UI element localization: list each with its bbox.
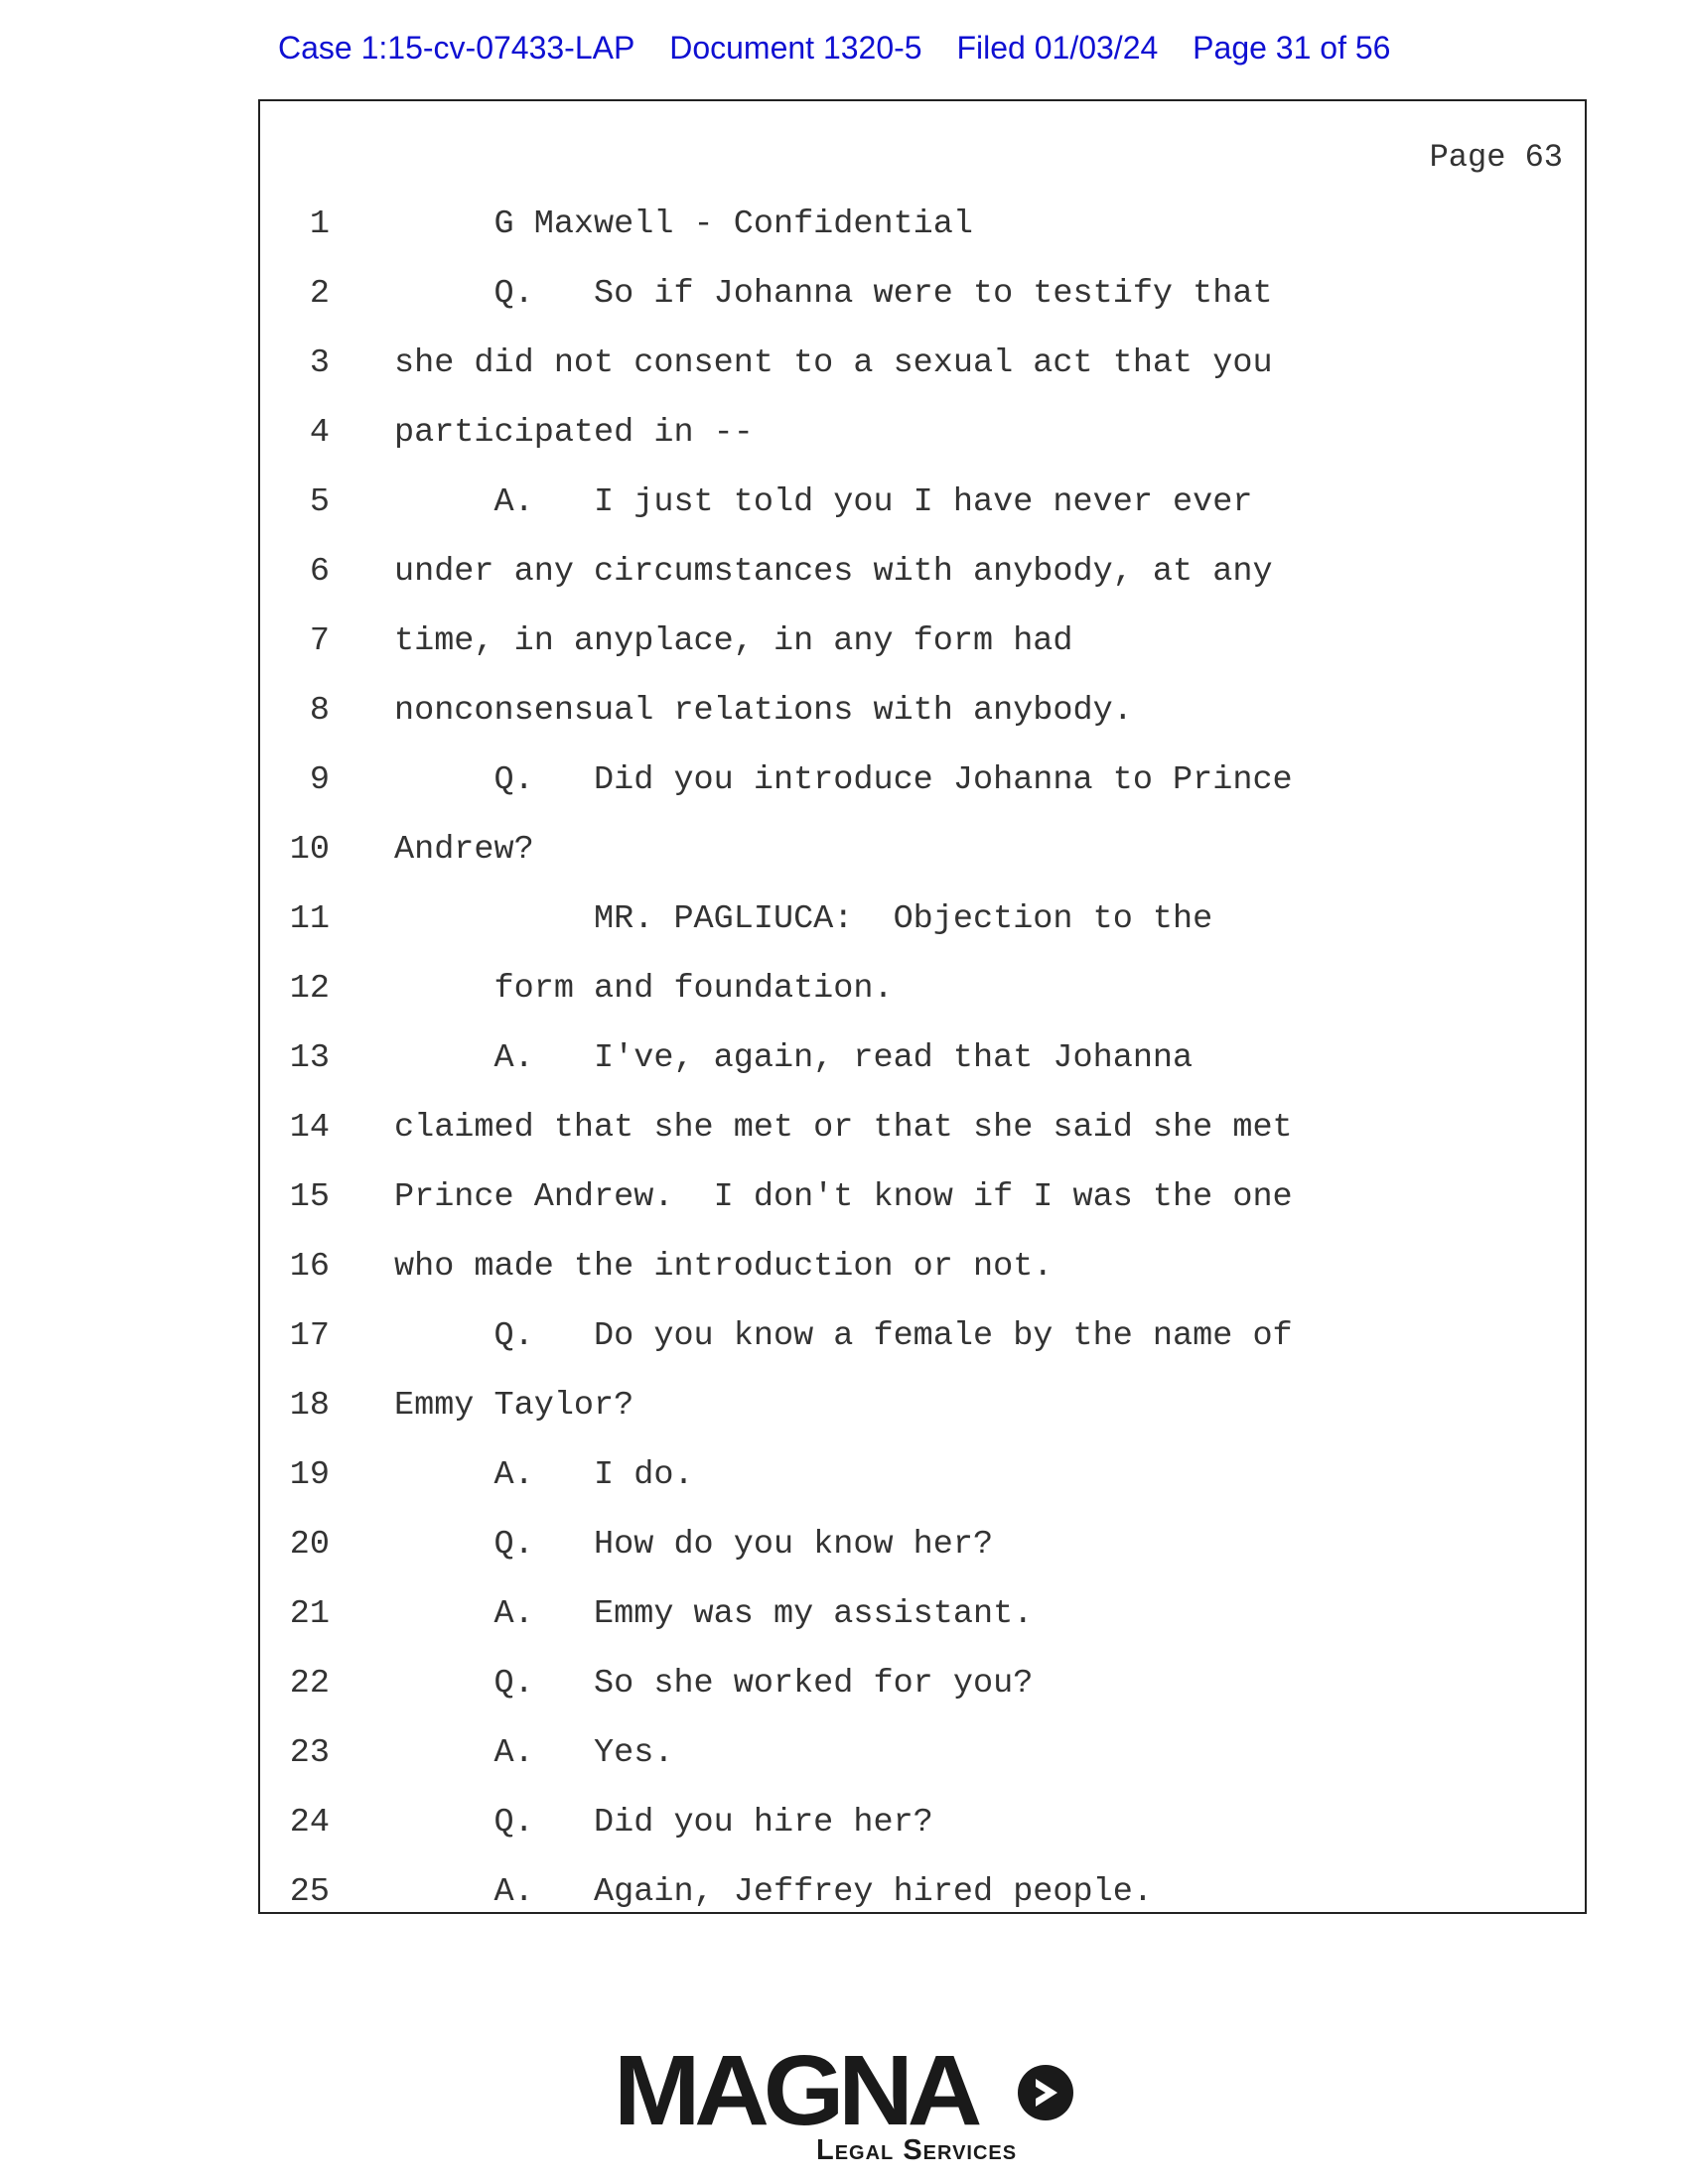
line-number: 8 [309, 692, 330, 730]
line-number: 7 [309, 622, 330, 660]
case-number: Case 1:15-cv-07433-LAP [278, 30, 635, 66]
line-text: time, in anyplace, in any form had [394, 622, 1073, 660]
transcript-page [258, 99, 1587, 1914]
logo-wordmark: MAGNA [614, 2035, 977, 2146]
transcript-line [260, 548, 1585, 596]
line-text: Q. Did you introduce Johanna to Prince [394, 761, 1293, 799]
page-counter: Page 31 of 56 [1193, 30, 1391, 66]
line-number: 25 [289, 1873, 330, 1911]
line-number: 22 [289, 1665, 330, 1703]
line-number: 23 [289, 1734, 330, 1772]
line-text: form and foundation. [394, 970, 894, 1008]
line-text: Q. How do you know her? [394, 1526, 994, 1564]
transcript-line [260, 1451, 1585, 1499]
line-number: 6 [309, 553, 330, 591]
line-text: claimed that she met or that she said she met [394, 1109, 1293, 1147]
transcript-line [260, 1590, 1585, 1638]
line-number: 15 [289, 1178, 330, 1216]
transcript-line [260, 1729, 1585, 1777]
transcript-line [260, 1660, 1585, 1707]
transcript-page-number: Page 63 [1429, 139, 1563, 176]
line-number: 5 [309, 483, 330, 521]
line-text: Prince Andrew. I don't know if I was the one [394, 1178, 1293, 1216]
line-text: A. I've, again, read that Johanna [394, 1039, 1194, 1077]
line-number: 2 [309, 275, 330, 313]
line-text: she did not consent to a sexual act that you [394, 344, 1273, 382]
line-number: 12 [289, 970, 330, 1008]
line-text: A. I just told you I have never ever [394, 483, 1253, 521]
line-number: 24 [289, 1804, 330, 1842]
transcript-line [260, 1243, 1585, 1291]
magna-logo [614, 2035, 1070, 2166]
transcript-line [260, 270, 1585, 318]
transcript-line [260, 617, 1585, 665]
document-number: Document 1320-5 [669, 30, 922, 66]
transcript-line [260, 1173, 1585, 1221]
line-number: 1 [309, 205, 330, 243]
line-text: A. Again, Jeffrey hired people. [394, 1873, 1153, 1911]
transcript-line [260, 340, 1585, 387]
transcript-line [260, 201, 1585, 248]
case-header [278, 30, 1390, 67]
transcript-line [260, 1868, 1585, 1916]
transcript-line [260, 1312, 1585, 1360]
line-text: Q. Do you know a female by the name of [394, 1317, 1293, 1355]
transcript-line [260, 1382, 1585, 1430]
transcript-line [260, 687, 1585, 735]
transcript-line [260, 478, 1585, 526]
line-text: Q. So she worked for you? [394, 1665, 1034, 1703]
line-text: A. I do. [394, 1456, 694, 1494]
transcript-line [260, 1104, 1585, 1152]
line-text: G Maxwell - Confidential [394, 205, 973, 243]
chevron-right-circle-icon [1016, 2063, 1075, 2122]
transcript-line [260, 826, 1585, 874]
line-number: 17 [289, 1317, 330, 1355]
line-number: 18 [289, 1387, 330, 1425]
line-number: 19 [289, 1456, 330, 1494]
transcript-line [260, 895, 1585, 943]
line-number: 4 [309, 414, 330, 452]
line-number: 14 [289, 1109, 330, 1147]
line-number: 20 [289, 1526, 330, 1564]
line-text: Q. So if Johanna were to testify that [394, 275, 1273, 313]
logo-tagline: Legal Services [816, 2134, 1018, 2166]
line-number: 13 [289, 1039, 330, 1077]
line-text: participated in -- [394, 414, 754, 452]
transcript-line [260, 756, 1585, 804]
transcript-line [260, 1799, 1585, 1846]
transcript-line [260, 1521, 1585, 1569]
line-number: 3 [309, 344, 330, 382]
line-number: 10 [289, 831, 330, 869]
line-text: nonconsensual relations with anybody. [394, 692, 1133, 730]
line-text: A. Yes. [394, 1734, 674, 1772]
line-number: 21 [289, 1595, 330, 1633]
line-text: Andrew? [394, 831, 534, 869]
line-text: Q. Did you hire her? [394, 1804, 933, 1842]
line-text: who made the introduction or not. [394, 1248, 1054, 1286]
transcript-line [260, 1034, 1585, 1082]
line-text: Emmy Taylor? [394, 1387, 634, 1425]
line-number: 16 [289, 1248, 330, 1286]
line-number: 11 [289, 900, 330, 938]
filed-date: Filed 01/03/24 [956, 30, 1159, 66]
transcript-line [260, 409, 1585, 457]
line-number: 9 [309, 761, 330, 799]
line-text: under any circumstances with anybody, at any [394, 553, 1273, 591]
transcript-line [260, 965, 1585, 1013]
line-text: A. Emmy was my assistant. [394, 1595, 1034, 1633]
line-text: MR. PAGLIUCA: Objection to the [394, 900, 1213, 938]
